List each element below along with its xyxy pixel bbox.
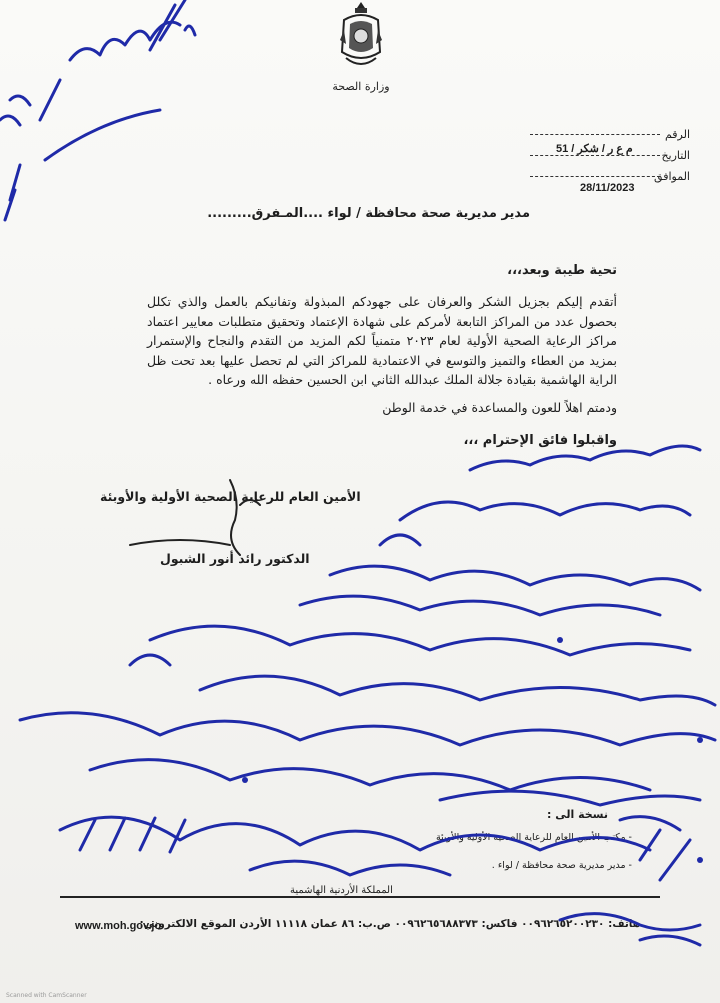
addressee: مدير مديرية صحة محافظة / لواء ....المـفرق......... (207, 206, 530, 221)
signatory-title: الأمين العام للرعاية الصحية الأولية والأوبئة (100, 489, 361, 504)
date-label: التاريخ (661, 149, 690, 162)
footer-address: هاتف: ٠٠٩٦٢٦٥٢٠٠٢٣٠ فاكس: ٠٠٩٦٢٦٥٦٨٨٣٧٣ ص.ب: ٨٦ عمان ١١١١٨ الأردن الموقع الالكتروني: (139, 918, 640, 930)
ministry-name: وزارة الصحة (332, 80, 390, 93)
ref-line (530, 134, 660, 135)
closing-regards: واقبلوا فائق الإحترام ،،، (463, 433, 617, 448)
date-line (530, 155, 660, 156)
cc-item: - مدير مديرية صحة محافظة / لواء . (491, 860, 632, 871)
corresponding-label: الموافق (654, 170, 690, 183)
corresponding-line (530, 176, 660, 177)
signatory-name: الدكتور رائد أنور الشبول (160, 551, 310, 566)
footer-divider (60, 896, 660, 898)
letter-body: أتقدم إليكم بجزيل الشكر والعرفان على جهودكم المبذولة وتفانيكم بالعمل والذي تكلل بحصول عدد من المراكز التابعة لأمركم على شهادة الإعتماد وتحقيق متطلبات معايير اعتماد مراكز الرعاية الصحية الأولية لعام ٢٠٢٣ متمنياً لكم المزيد من التقدم والنجاح والإستمرار بمزيد من العطاء والتميز والتوسع في الاعتمادية للمراكز التي لم تحصل عليها بعد تحت ظل الراية الهاشمية بقيادة جلالة الملك عبدالله الثاني ابن الحسين حفظه الله ورعاه . (147, 294, 617, 387)
footer-country: المملكة الأردنية الهاشمية (290, 885, 393, 896)
ref-label: الرقم (664, 128, 690, 141)
greeting: تحية طيبة وبعد،،، (507, 263, 617, 278)
scanner-watermark: Scanned with CamScanner (6, 992, 87, 999)
cc-item: - مكتب الأمين العام للرعاية الصحية الأولية والأوبئة (435, 832, 632, 843)
jordan-emblem-icon (336, 0, 386, 78)
footer-website: www.moh.gov.jo (75, 920, 162, 932)
closing-line: ودمتم اهلاً للعون والمساعدة في خدمة الوطن (382, 400, 617, 415)
date-value: 28/11/2023 (580, 182, 635, 194)
ref-number: م ع ر / شكر / 51 (556, 143, 633, 155)
cc-label: نسخة الى : (546, 808, 608, 821)
